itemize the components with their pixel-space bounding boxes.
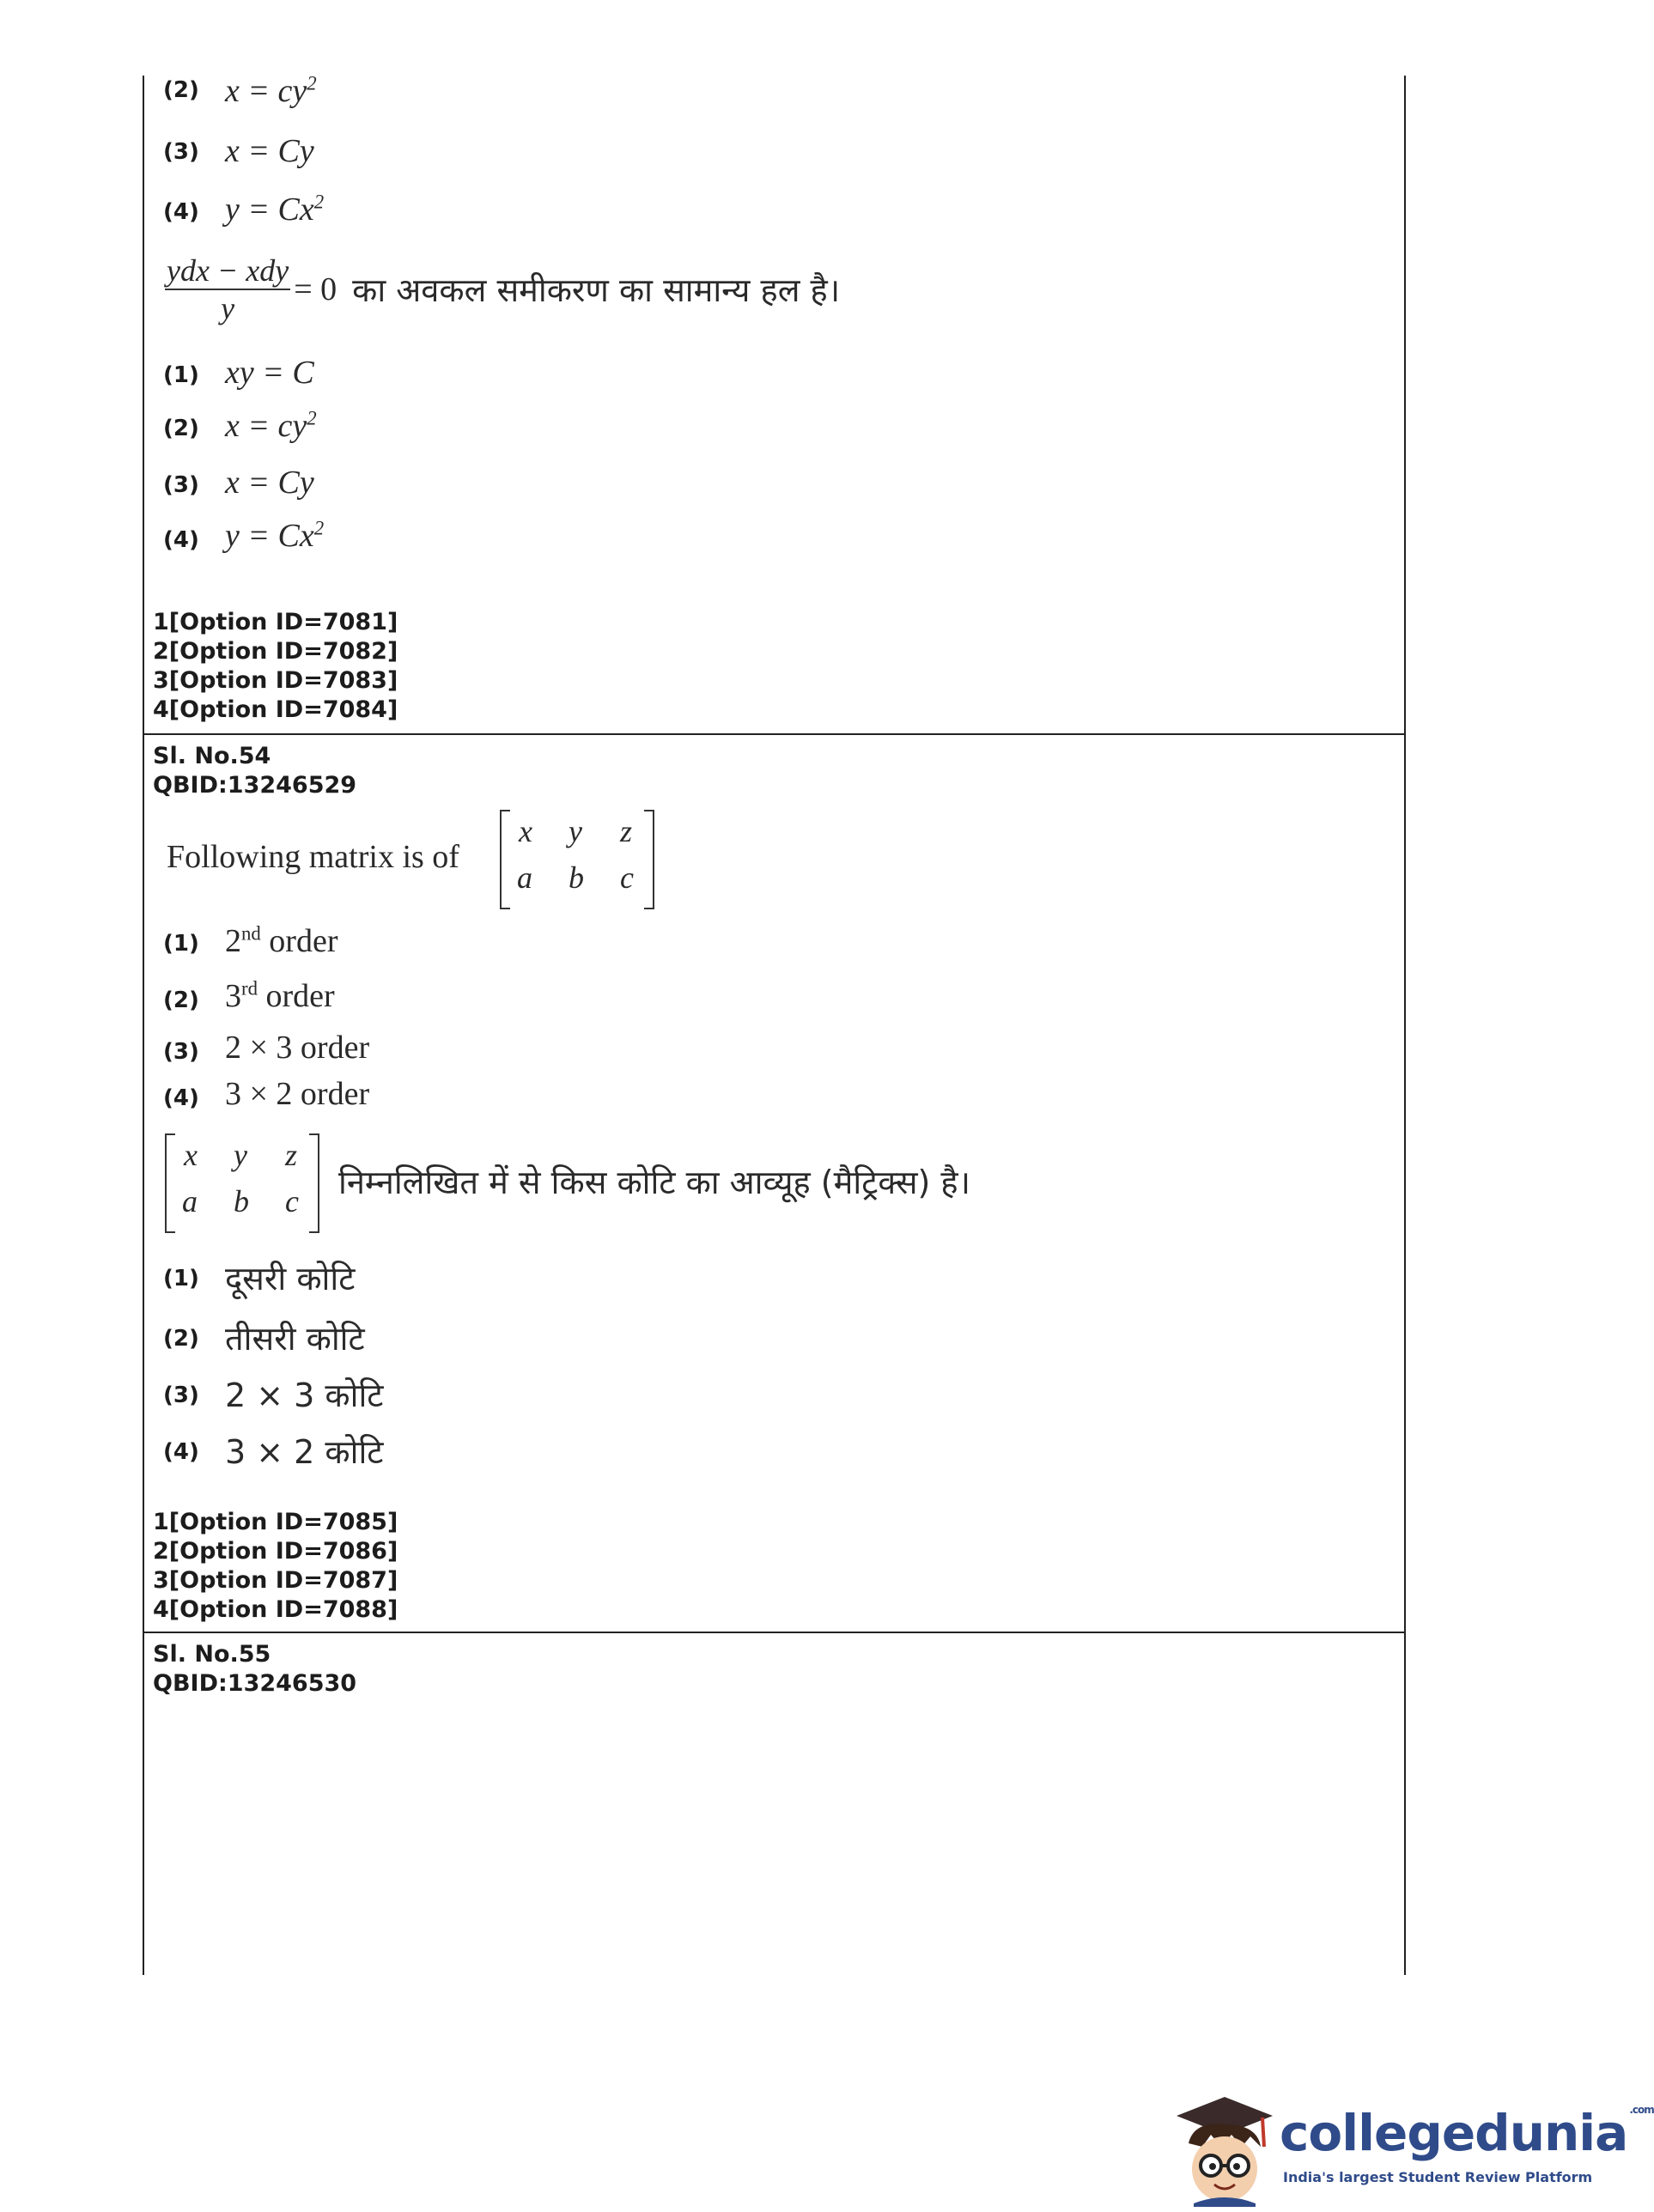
- q54-question-hi: निम्नलिखित में से किस कोटि का आव्यूह (मैट्रिक्स) है।: [338, 1164, 970, 1201]
- option-id: 4[Option ID=7084]: [153, 696, 398, 723]
- q53-hi-option-num: (2): [163, 416, 199, 441]
- matrix-cell: x: [519, 814, 532, 848]
- matrix-bracket-right: [644, 810, 654, 909]
- section-divider: [144, 733, 1404, 735]
- option-id: 4[Option ID=7088]: [153, 1596, 398, 1623]
- matrix-bracket-right: [309, 1133, 319, 1233]
- qbid: QBID:13246529: [153, 772, 357, 799]
- q54-header: [153, 742, 356, 800]
- matrix-cell: b: [569, 860, 584, 895]
- serial-number: Sl. No.55: [153, 1641, 271, 1668]
- matrix-cell: b: [234, 1184, 249, 1218]
- q53-hi-option-num: (4): [163, 527, 199, 553]
- q53-option-text: $y = Cx^2$: [225, 191, 325, 228]
- option-id: 2[Option ID=7082]: [153, 638, 398, 665]
- q54-option-ids: [153, 1508, 398, 1625]
- q53-hi-option-num: (1): [163, 362, 199, 388]
- matrix-cell: z: [285, 1138, 298, 1172]
- matrix-cell: y: [569, 814, 582, 848]
- question-frame: [143, 72, 1406, 1975]
- collegedunia-logo: [1168, 2087, 1654, 2207]
- q54-matrix-hi: [165, 1133, 319, 1230]
- q54-option-text: 2 × 3 order: [225, 1030, 370, 1066]
- matrix-cell: c: [620, 860, 634, 895]
- q53-option-text: $x = cy^2$: [225, 72, 317, 109]
- matrix-cell: x: [184, 1138, 198, 1172]
- q54-question-en: Following matrix is of: [167, 839, 459, 875]
- q54-hi-option-text: दूसरी कोटि: [225, 1260, 356, 1297]
- q53-option-num: (4): [163, 199, 199, 225]
- q53-option-ids: [153, 608, 398, 725]
- matrix-bracket-left: [500, 810, 510, 909]
- qbid: QBID:13246530: [153, 1670, 357, 1697]
- q53-hi-option-text: xy = C: [225, 355, 314, 391]
- equals-zero: = 0: [294, 271, 337, 307]
- matrix-cell: c: [285, 1184, 299, 1218]
- q53-option-text: x = Cy: [225, 133, 314, 169]
- brand-tagline: India's largest Student Review Platform: [1283, 2169, 1593, 2185]
- brand-name: collegedunia $^{.com}$: [1280, 2104, 1654, 2162]
- option-id: 1[Option ID=7085]: [153, 1509, 398, 1535]
- matrix-cell: y: [234, 1138, 247, 1172]
- q54-option-text: 2nd order: [225, 922, 338, 959]
- q54-hi-option-text: तीसरी कोटि: [225, 1320, 365, 1358]
- q54-hi-option-num: (2): [163, 1326, 199, 1352]
- q53-hi-option-text: $x = cy^2$: [225, 407, 317, 444]
- q54-matrix-en: [500, 810, 654, 906]
- q54-option-num: (4): [163, 1085, 199, 1111]
- q54-hi-option-text: 2 × 3 कोटि: [225, 1376, 384, 1414]
- q54-option-num: (3): [163, 1039, 199, 1065]
- q54-hi-option-num: (1): [163, 1266, 199, 1291]
- q53-option-num: (3): [163, 139, 199, 165]
- option-id: 2[Option ID=7086]: [153, 1538, 398, 1565]
- q53-option-num: (2): [163, 77, 199, 103]
- serial-number: Sl. No.54: [153, 743, 271, 769]
- q53-hindi-question: [165, 252, 840, 326]
- mascot-icon: [1168, 2087, 1280, 2207]
- matrix-cell: z: [620, 814, 633, 848]
- q54-option-text: 3rd order: [225, 977, 335, 1014]
- q55-header: [153, 1640, 356, 1698]
- q54-option-num: (1): [163, 931, 199, 957]
- option-id: 3[Option ID=7083]: [153, 667, 398, 694]
- option-id: 3[Option ID=7087]: [153, 1567, 398, 1594]
- q54-hi-option-text: 3 × 2 कोटि: [225, 1433, 384, 1471]
- fraction: $\frac{\text{ydx − xdy}}{y}$: [167, 253, 289, 325]
- matrix-cell: a: [517, 860, 532, 895]
- matrix-cell: a: [182, 1184, 198, 1218]
- q53-hi-option-text: x = Cy: [225, 465, 314, 501]
- section-divider: [144, 1632, 1404, 1633]
- hindi-question-text: का अवकल समीकरण का सामान्य हल है।: [352, 271, 841, 309]
- q54-option-text: 3 × 2 order: [225, 1076, 370, 1112]
- q54-hi-option-num: (4): [163, 1439, 199, 1465]
- q53-hi-option-num: (3): [163, 472, 199, 498]
- matrix-bracket-left: [165, 1133, 175, 1233]
- q54-hi-option-num: (3): [163, 1382, 199, 1408]
- q53-hi-option-text: $y = Cx^2$: [225, 517, 325, 554]
- q54-option-num: (2): [163, 988, 199, 1013]
- option-id: 1[Option ID=7081]: [153, 609, 398, 635]
